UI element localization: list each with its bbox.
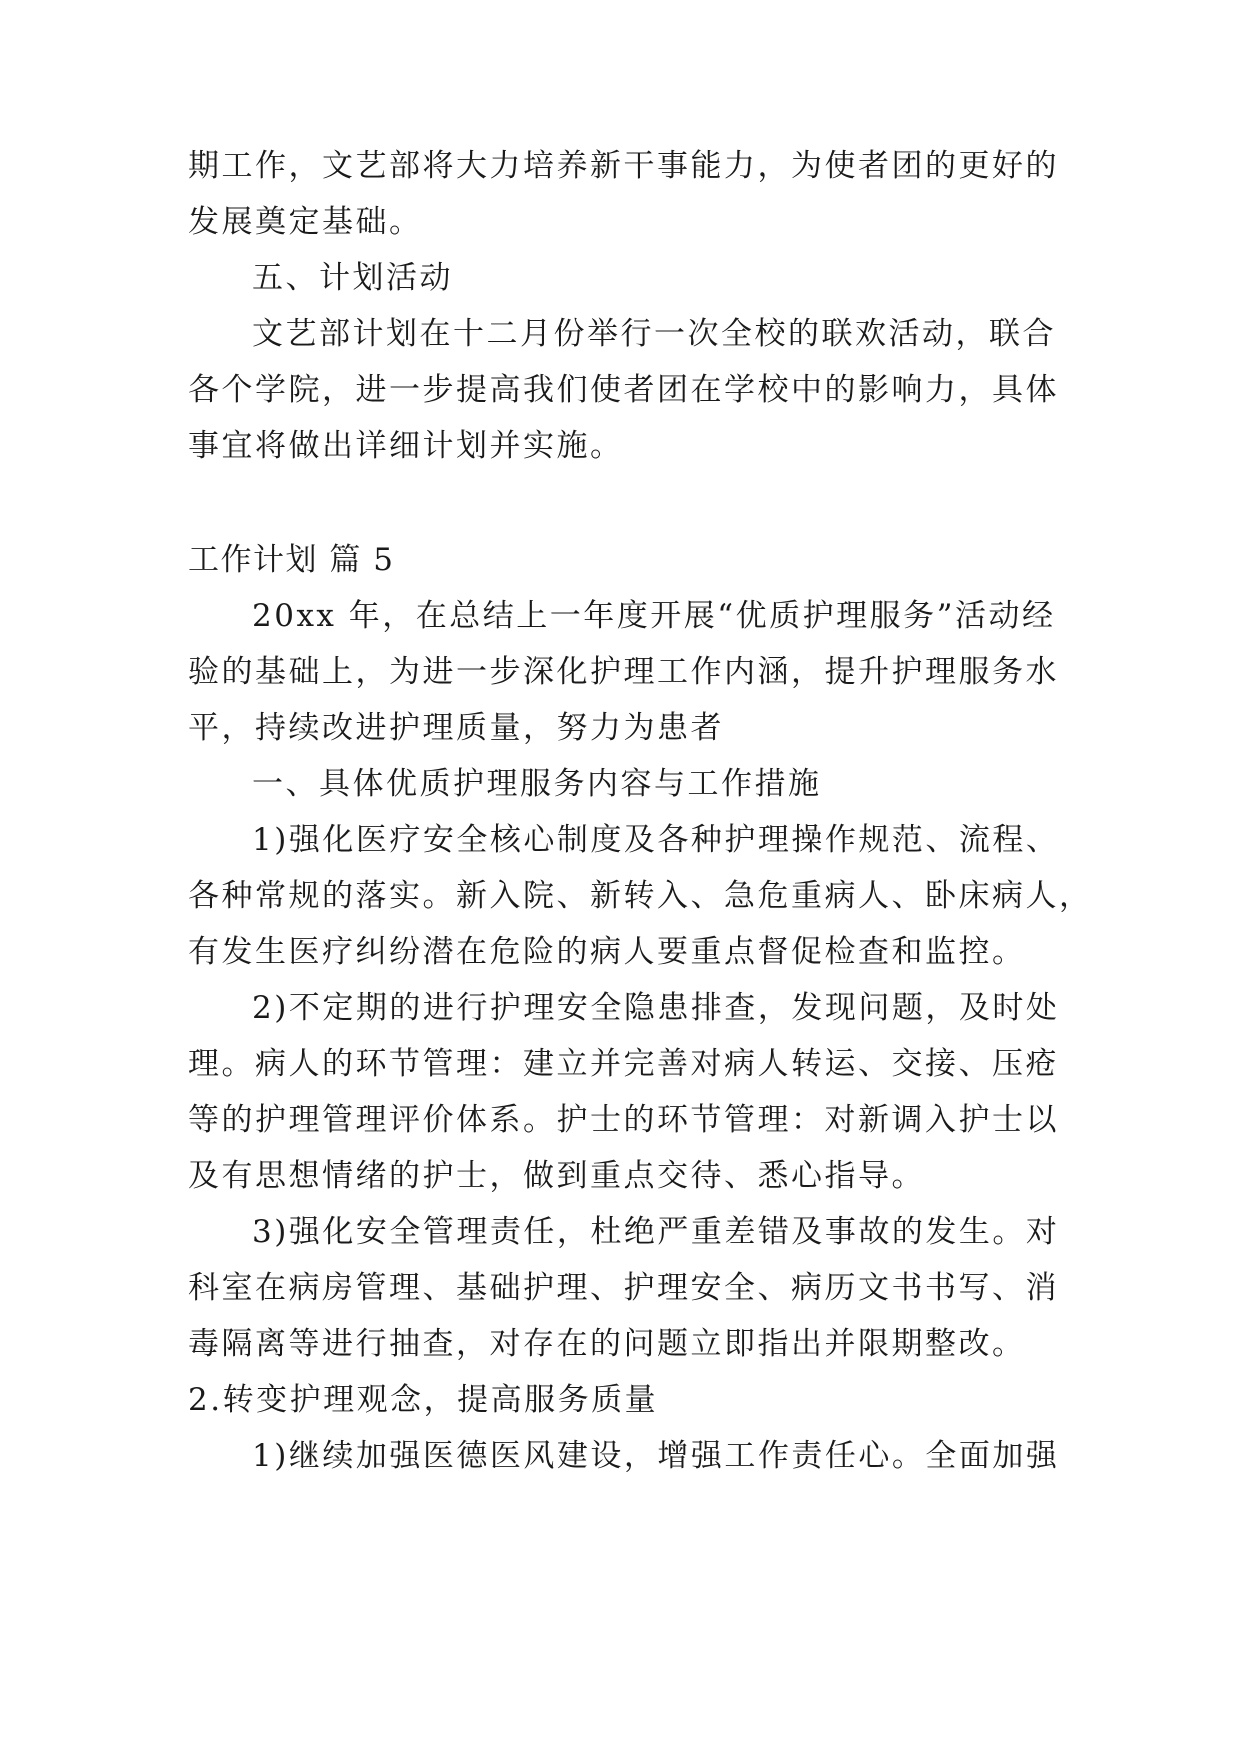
paragraph-line: 平，持续改进护理质量，努力为患者 [188, 710, 724, 746]
paragraph-line: 期工作，文艺部将大力培养新干事能力，为使者团的更好的 [188, 148, 1059, 184]
paragraph-line: 毒隔离等进行抽查，对存在的问题立即指出并限期整改。 [188, 1326, 1026, 1362]
paragraph-line: 文艺部计划在十二月份举行一次全校的联欢活动，联合 [252, 316, 1056, 352]
section-heading-plan-activities: 五、计划活动 [252, 260, 453, 296]
paragraph-line: 理。病人的环节管理：建立并完善对病人转运、交接、压疮 [188, 1046, 1059, 1082]
section-heading-service-quality: 2.转变护理观念，提高服务质量 [188, 1382, 659, 1418]
list-item-line: 3)强化安全管理责任，杜绝严重差错及事故的发生。对 [252, 1214, 1060, 1250]
paragraph-line: 各个学院，进一步提高我们使者团在学校中的影响力，具体 [188, 372, 1059, 408]
list-item-line: 1)继续加强医德医风建设，增强工作责任心。全面加强 [252, 1438, 1060, 1474]
list-item-line: 2)不定期的进行护理安全隐患排查，发现问题，及时处 [252, 990, 1060, 1026]
paragraph-line: 各种常规的落实。新入院、新转入、急危重病人、卧床病人， [188, 878, 1093, 914]
paragraph-line: 发展奠定基础。 [188, 204, 423, 240]
chapter-title: 工作计划 篇 5 [188, 542, 395, 578]
paragraph-line: 科室在病房管理、基础护理、护理安全、病历文书书写、消 [188, 1270, 1059, 1306]
paragraph-line: 等的护理管理评价体系。护士的环节管理：对新调入护士以 [188, 1102, 1059, 1138]
paragraph-line: 事宜将做出详细计划并实施。 [188, 428, 624, 464]
section-heading-measures: 一、具体优质护理服务内容与工作措施 [252, 766, 822, 802]
list-item-line: 1)强化医疗安全核心制度及各种护理操作规范、流程、 [252, 822, 1060, 858]
paragraph-line: 验的基础上，为进一步深化护理工作内涵，提升护理服务水 [188, 654, 1059, 690]
paragraph-line: 20xx 年，在总结上一年度开展“优质护理服务”活动经 [252, 598, 1056, 634]
paragraph-line: 及有思想情绪的护士，做到重点交待、悉心指导。 [188, 1158, 925, 1194]
paragraph-line: 有发生医疗纠纷潜在危险的病人要重点督促检查和监控。 [188, 934, 1026, 970]
